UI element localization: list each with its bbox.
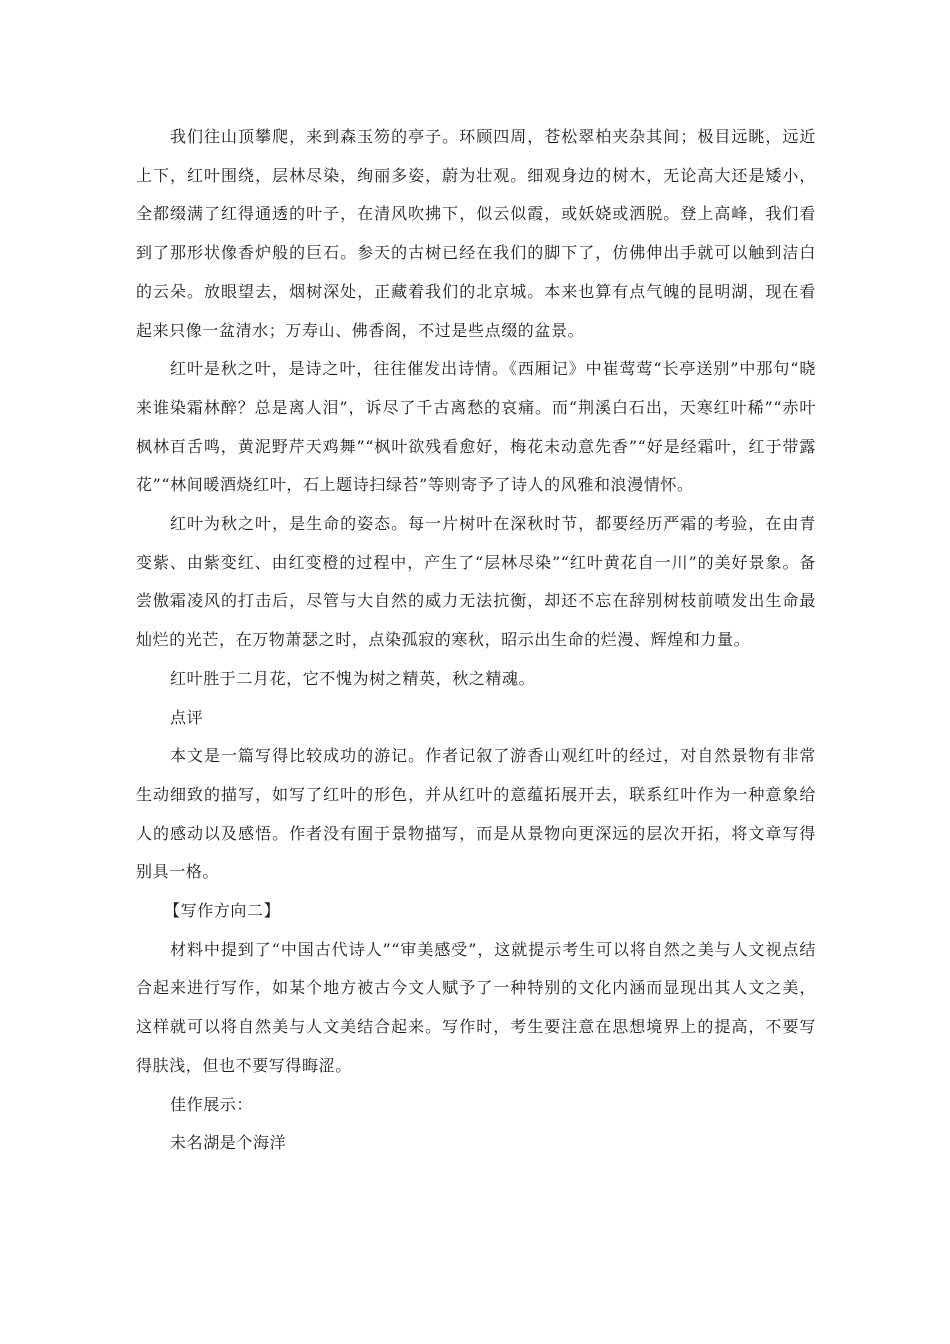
document-page [136, 118, 816, 1163]
sample-essay-label: 佳作展示： [170, 1094, 254, 1114]
body-paragraph-mountain-climb: 我们往山顶攀爬，来到森玉笏的亭子。环顾四周，苍松翠柏夹杂其间；极目远眺，远近上下，红叶围绕，层林尽染，绚丽多姿，蔚为壮观。细观身边的树木，无论高大还是矮小，全都缀满了红得通透的叶子，在清风吹拂下，似云似霞，或妖娆或洒脱。登上高峰，我们看到了那形状像香炉般的巨石。参天的古树已经在我们的脚下了，仿佛伸出手就可以触到洁白的云朵。放眼望去，烟树深处，正藏着我们的北京城。本来也算有点气魄的昆明湖，现在看起来只像一盆清水；万寿山、佛香阁，不过是些点缀的盆景。 [136, 127, 816, 340]
sample-essay-title: 未名湖是个海洋 [170, 1133, 287, 1153]
body-paragraph-life-posture: 红叶为秋之叶，是生命的姿态。每一片树叶在深秋时节，都要经历严霜的考验，在由青变紫、由紫变红、由红变橙的过程中，产生了“层林尽染”“红叶黄花自一川”的美好景象。备尝傲霜凌风的打击后，尽管与大自然的威力无法抗衡，却还不忘在辞别树枝前喷发出生命最灿烂的光芒，在万物萧瑟之时，点染孤寂的寒秋，昭示出生命的烂漫、辉煌和力量。 [136, 514, 816, 650]
body-paragraph-poetic-leaves: 红叶是秋之叶，是诗之叶，往往催发出诗情。《西厢记》中崔莺莺“长亭送别”中那句“晓来谁染霜林醉？总是离人泪”，诉尽了千古离愁的哀痛。而“荆溪白石出，天寒红叶稀”“赤叶枫林百舌鸣，黄泥野芹天鸡舞”“枫叶欲残看愈好，梅花未动意先香”“好是经霜叶，红于带露花”“林间暖酒烧红叶，石上题诗扫绿苔”等则寄予了诗人的风雅和浪漫情怀。 [136, 359, 816, 495]
body-paragraph-conclusion: 红叶胜于二月花，它不愧为树之精英，秋之精魂。 [170, 668, 536, 688]
writing-direction-paragraph: 材料中提到了“中国古代诗人”“审美感受”，这就提示考生可以将自然之美与人文视点结合起来进行写作，如某个地方被古今文人赋予了一种特别的文化内涵而显现出其人文之美，这样就可以将自然美与人文美结合起来。写作时，考生要注意在思想境界上的提高，不要写得肤浅，但也不要写得晦涩。 [136, 939, 816, 1075]
comment-paragraph: 本文是一篇写得比较成功的游记。作者记叙了游香山观红叶的经过，对自然景物有非常生动细致的描写，如写了红叶的形色，并从红叶的意蕴拓展开去，联系红叶作为一种意象给人的感动以及感悟。作者没有囿于景物描写，而是从景物向更深远的层次开拓，将文章写得别具一格。 [136, 746, 816, 882]
comment-heading: 点评 [170, 707, 204, 727]
section-heading-writing-direction-two: 【写作方向二】 [164, 901, 281, 921]
